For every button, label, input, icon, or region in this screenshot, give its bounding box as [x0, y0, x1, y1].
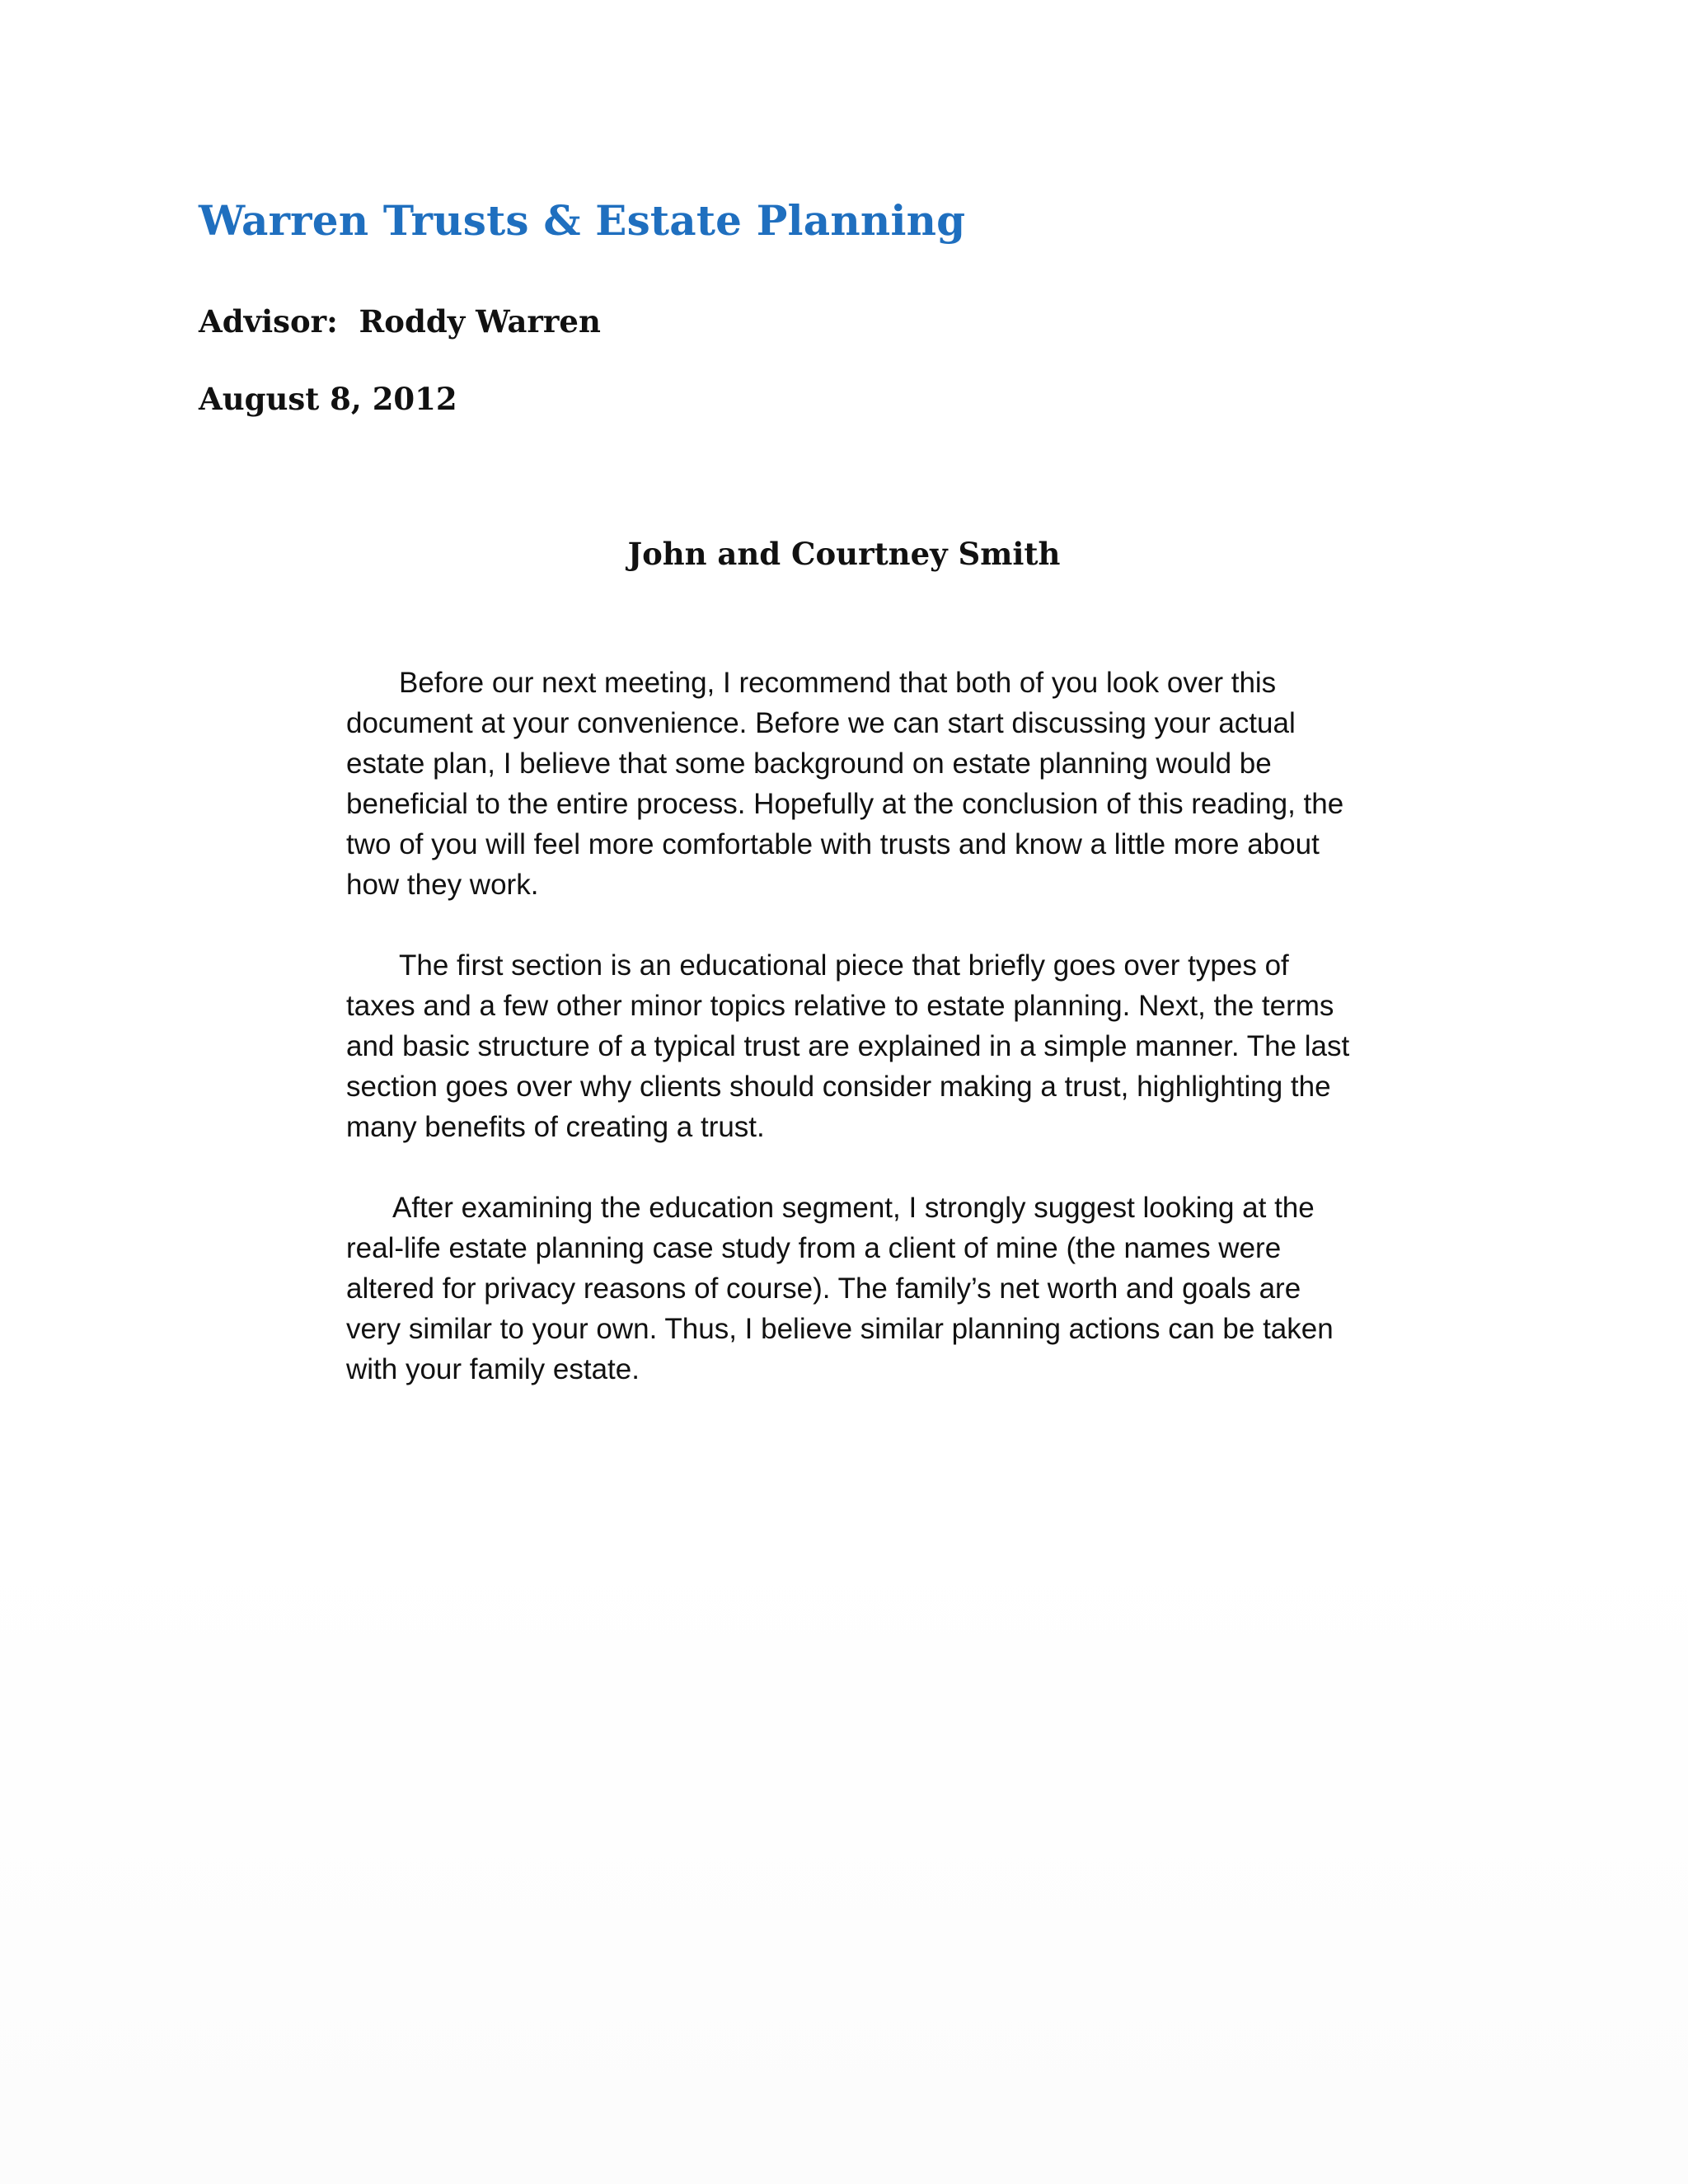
- paragraph-case-study: After examining the education segment, I strongly suggest looking at the real-life estate planning case study from a client of mine (the names were altered for privacy reasons of course). The family’s net worth and goals are very similar to your own. Thus, I believe similar planning actions can be taken with your family estate.: [346, 1192, 1334, 1385]
- paragraph-intro: Before our next meeting, I recommend that both of you look over this document at your convenience. Before we can start discussing your actual estate plan, I believe that some background on estate planning would be beneficial to the entire process. Hopefully at the conclusion of this reading, the two of you will feel more comfortable with trusts and know a little more about how they work.: [346, 667, 1344, 901]
- recipients-heading: John and Courtney Smith: [627, 536, 1061, 572]
- firm-title: Warren Trusts & Estate Planning: [199, 196, 966, 245]
- letter-body: [346, 663, 1360, 1430]
- document-date: August 8, 2012: [199, 381, 457, 417]
- advisor-line: Advisor: Roddy Warren: [199, 303, 601, 340]
- paragraph-sections-overview: The first section is an educational piece that briefly goes over types of taxes and a few other minor topics relative to estate planning. Next, the terms and basic structure of a typical trust are explained in a simple manner. The last section goes over why clients should consider making a trust, highlighting the many benefits of creating a trust.: [346, 949, 1350, 1143]
